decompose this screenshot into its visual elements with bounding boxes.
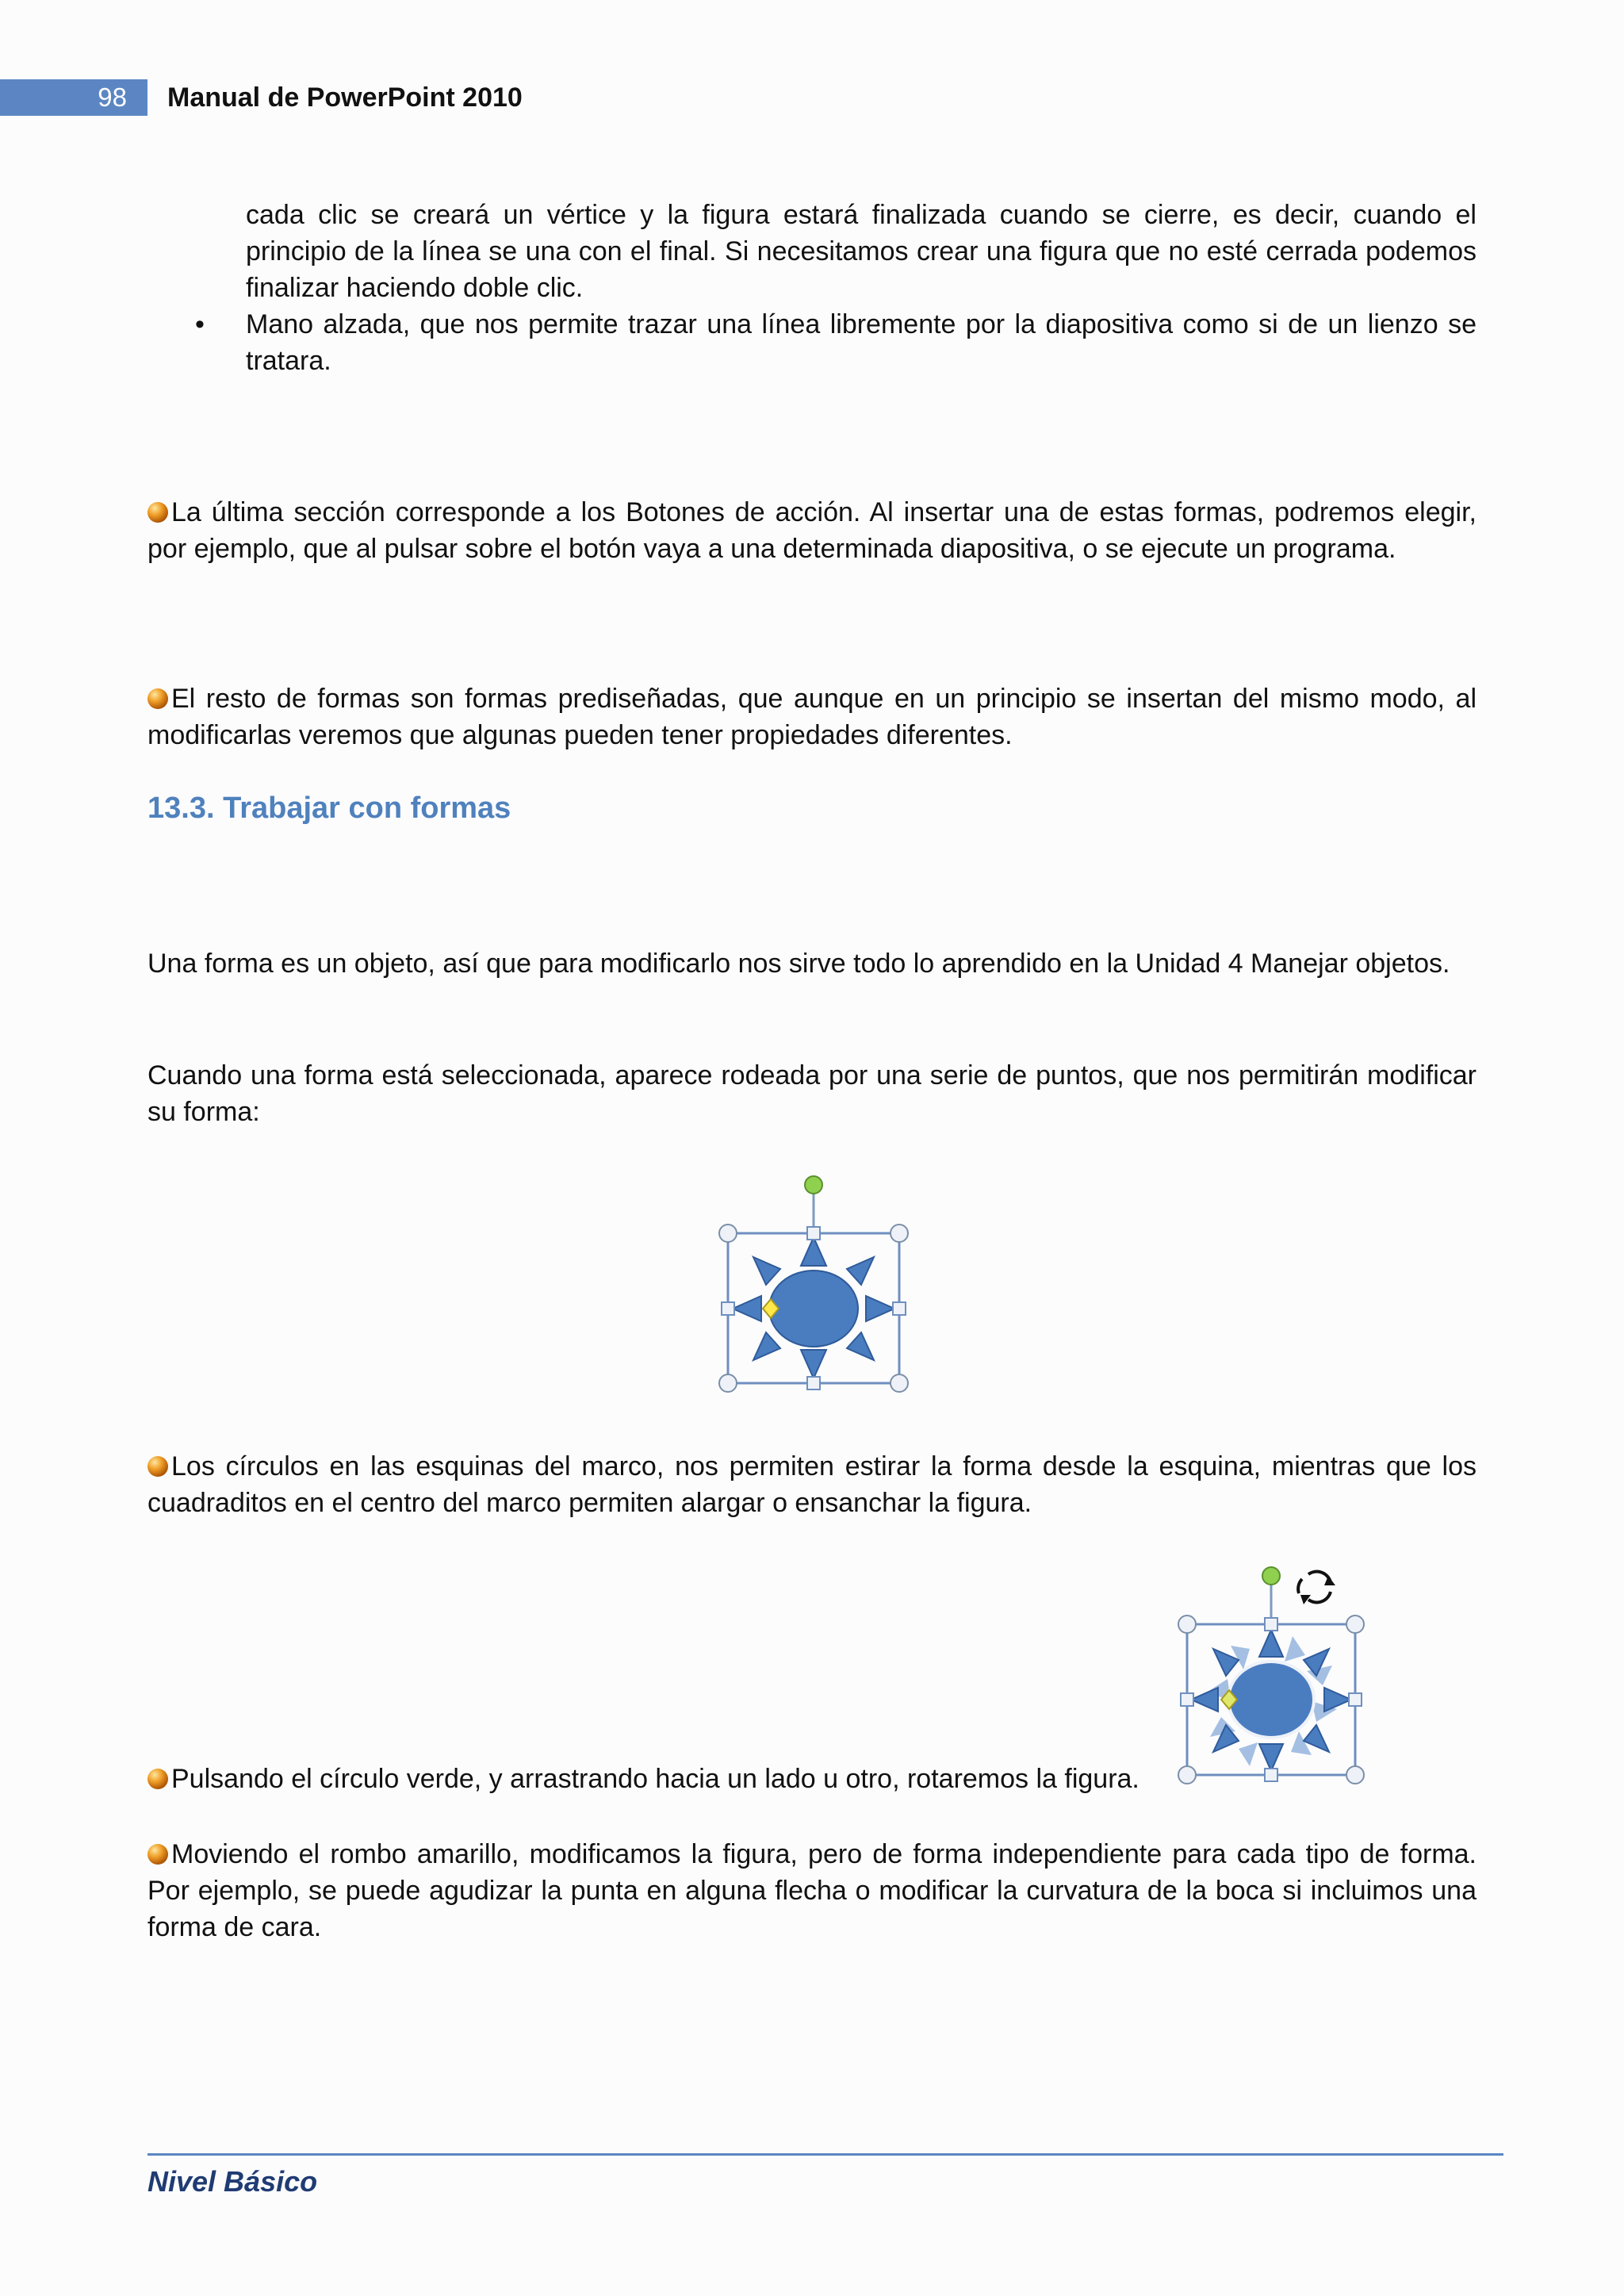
paragraph-corner-handles: Los círculos en las esquinas del marco, nos permiten estirar la forma desde la esquina, mientras que los cuadraditos en el centro del marco permiten alargar o ensanchar la figura. bbox=[147, 1451, 1477, 1518]
paragraph-selected-shape: Cuando una forma está seleccionada, aparece rodeada por una serie de puntos, que nos permitirán modificar su forma: bbox=[147, 1060, 1477, 1127]
paragraph-polygon-continued: cada clic se creará un vértice y la figura estará finalizada cuando se cierre, es decir, cuando el principio de la línea se una con el final. Si necesitamos crear una figura que no esté cerrada podemos finalizar haciendo doble clic. bbox=[246, 200, 1477, 303]
orange-bullet-icon bbox=[147, 1769, 168, 1789]
paragraph-predesigned-shapes: El resto de formas son formas prediseñadas, que aunque en un principio se insertan del mismo modo, al modificarlas veremos que algunas pueden tener propiedades diferentes. bbox=[147, 684, 1477, 750]
orange-bullet-icon bbox=[147, 1844, 168, 1865]
paragraph-yellow-diamond: Moviendo el rombo amarillo, modificamos la figura, pero de forma independiente para cada tipo de forma. Por ejemplo, se puede agudizar la punta en alguna flecha o modificar la curvatura de la boca si incluimos una forma de cara. bbox=[147, 1839, 1477, 1942]
footer-level-label: Nivel Básico bbox=[147, 2165, 318, 2198]
orange-bullet-icon bbox=[147, 502, 168, 523]
footer-divider bbox=[147, 2153, 1503, 2156]
section-heading: 13.3. Trabajar con formas bbox=[147, 792, 511, 825]
list-bullet: • bbox=[195, 309, 205, 339]
rotating-sun-shape-figure bbox=[1166, 1558, 1372, 1796]
orange-bullet-icon bbox=[147, 1456, 168, 1477]
page-number-badge bbox=[0, 79, 147, 116]
paragraph-green-circle: Pulsando el círculo verde, y arrastrando hacia un lado u otro, rotaremos la figura. bbox=[147, 1761, 1178, 1797]
paragraph-shape-object: Una forma es un objeto, así que para modificarlo nos sirve todo lo aprendido en la Unidad 4 Manejar objetos. bbox=[147, 949, 1450, 979]
paragraph-action-buttons: La última sección corresponde a los Botones de acción. Al insertar una de estas formas, podremos elegir, por ejemplo, que al pulsar sobre el botón vaya a una determinada diapositiva, o se ejecute un programa. bbox=[147, 497, 1477, 564]
selected-sun-shape-figure bbox=[714, 1166, 920, 1404]
orange-bullet-icon bbox=[147, 688, 168, 709]
list-item-freehand: Mano alzada, que nos permite trazar una línea libremente por la diapositiva como si de un lienzo se tratara. bbox=[246, 309, 1477, 376]
page-number: 98 bbox=[98, 82, 127, 112]
document-title: Manual de PowerPoint 2010 bbox=[167, 82, 523, 113]
